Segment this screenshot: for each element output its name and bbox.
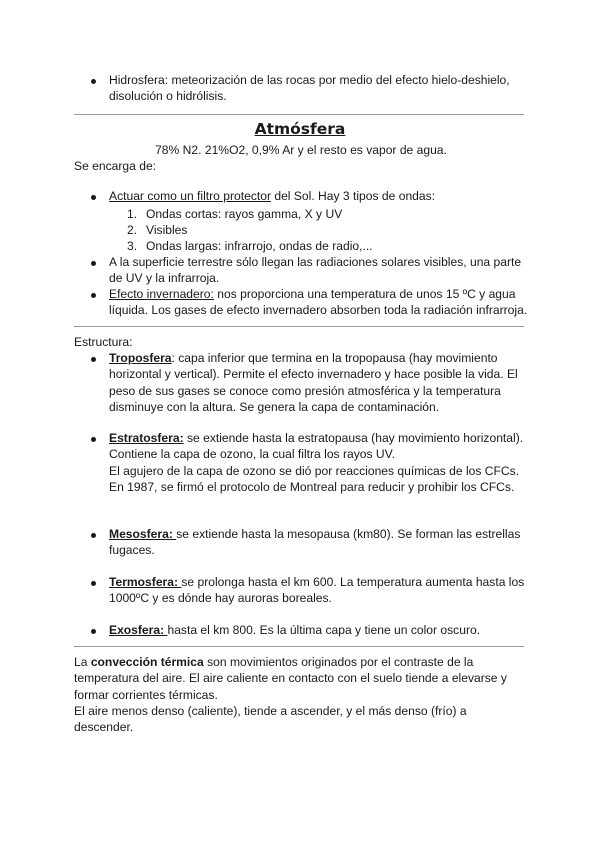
filtro-text: del Sol. Hay 3 tipos de ondas: — [271, 189, 436, 203]
estratosfera-name: Estratosfera: — [109, 431, 184, 445]
bullet-icon — [91, 293, 96, 298]
divider — [74, 326, 524, 327]
estratosfera-text-2: El agujero de la capa de ozono se dió por reacciones químicas de los CFCs. En 1987, se firmó el protocolo de Montreal para reducir y prohibir los CFCs. — [109, 463, 520, 494]
onda-number: 3. — [127, 239, 138, 253]
bullet-icon — [91, 357, 96, 362]
estructura-label: Estructura: — [74, 335, 133, 349]
filtro-link: Actuar como un filtro protector — [109, 189, 271, 203]
onda-number: 2. — [127, 223, 138, 237]
n2-label: N2. — [179, 143, 205, 157]
bullet-icon — [91, 629, 96, 634]
hidrosfera-text: Hidrosfera: meteorización de las rocas por medio del efecto hielo-deshielo, disolución o hidrólisis. — [109, 73, 510, 104]
mesosfera-text: se extiende hasta la mesopausa (km80). Se forman las estrellas fugaces. — [109, 527, 521, 558]
bullet-icon — [91, 437, 96, 442]
exosfera-text: hasta el km 800. Es la última capa y tiene un color oscuro. — [167, 623, 481, 637]
o2-label: O2, — [229, 143, 252, 157]
troposfera-name: Troposfera — [109, 351, 172, 365]
n2-percent: 78% — [155, 143, 180, 157]
onda-text: Visibles — [146, 223, 188, 237]
estratosfera-text: se extiende hasta la estratopausa (hay movimiento horizontal). Contiene la capa de ozono, la cual filtra los rayos UV. — [109, 431, 524, 462]
bullet-icon — [91, 195, 96, 200]
onda-text: Ondas largas: infrarrojo, ondas de radio,... — [146, 239, 373, 253]
troposfera-text: : capa inferior que termina en la tropopausa (hay movimiento horizontal y vertical). Permite el efecto invernadero y hace posible la vida. El peso de sus gases se conoce como presión atmosférica y la temperatura disminuye con la altura. Se genera la capa de contaminación. — [109, 351, 518, 414]
ar-percent: 0,9% — [251, 143, 280, 157]
mesosfera-name: Mesosfera: — [109, 527, 177, 541]
termosfera-name: Termosfera: — [109, 575, 182, 589]
invernadero-text: nos proporciona una temperatura de unos 15 ºC y agua líquida. Los gases de efecto invernadero absorben toda la radiación infrarroja. — [109, 287, 528, 318]
divider — [74, 646, 524, 647]
intro-text: Se encarga de: — [74, 159, 157, 173]
conveccion-term: convección térmica — [90, 655, 204, 669]
bullet-icon — [91, 581, 96, 586]
bullet-icon — [91, 261, 96, 266]
conveccion-text: son movimientos originados por el contraste de la temperatura del aire. El aire caliente en contacto con el suelo tiende a elevarse y formar corrientes térmicas. — [74, 655, 507, 702]
composition-rest: Ar y el resto es vapor de agua. — [279, 143, 447, 157]
onda-text: Ondas cortas: rayos gamma, X y UV — [146, 207, 343, 221]
composition-line — [0, 142, 600, 158]
conveccion-pre: La — [74, 655, 91, 669]
conveccion-paragraph — [74, 654, 514, 735]
invernadero-link: Efecto invernadero: — [109, 287, 214, 301]
onda-number: 1. — [127, 207, 138, 221]
o2-percent: 21% — [204, 143, 230, 157]
exosfera-name: Exosfera: — [109, 623, 168, 637]
termosfera-text: se prolonga hasta el km 600. La temperatura aumenta hasta los 1000ºC y es dónde hay auroras boreales. — [109, 575, 525, 606]
bullet-icon — [91, 533, 96, 538]
section-title: Atmósfera — [254, 120, 346, 138]
divider — [74, 114, 524, 115]
superficie-text: A la superficie terrestre sólo llegan las radiaciones solares visibles, una parte de UV y la infrarroja. — [109, 255, 522, 286]
conveccion-text-2: El aire menos denso (caliente), tiende a ascender, y el más denso (frío) a descender. — [74, 703, 467, 735]
bullet-icon — [91, 79, 96, 84]
